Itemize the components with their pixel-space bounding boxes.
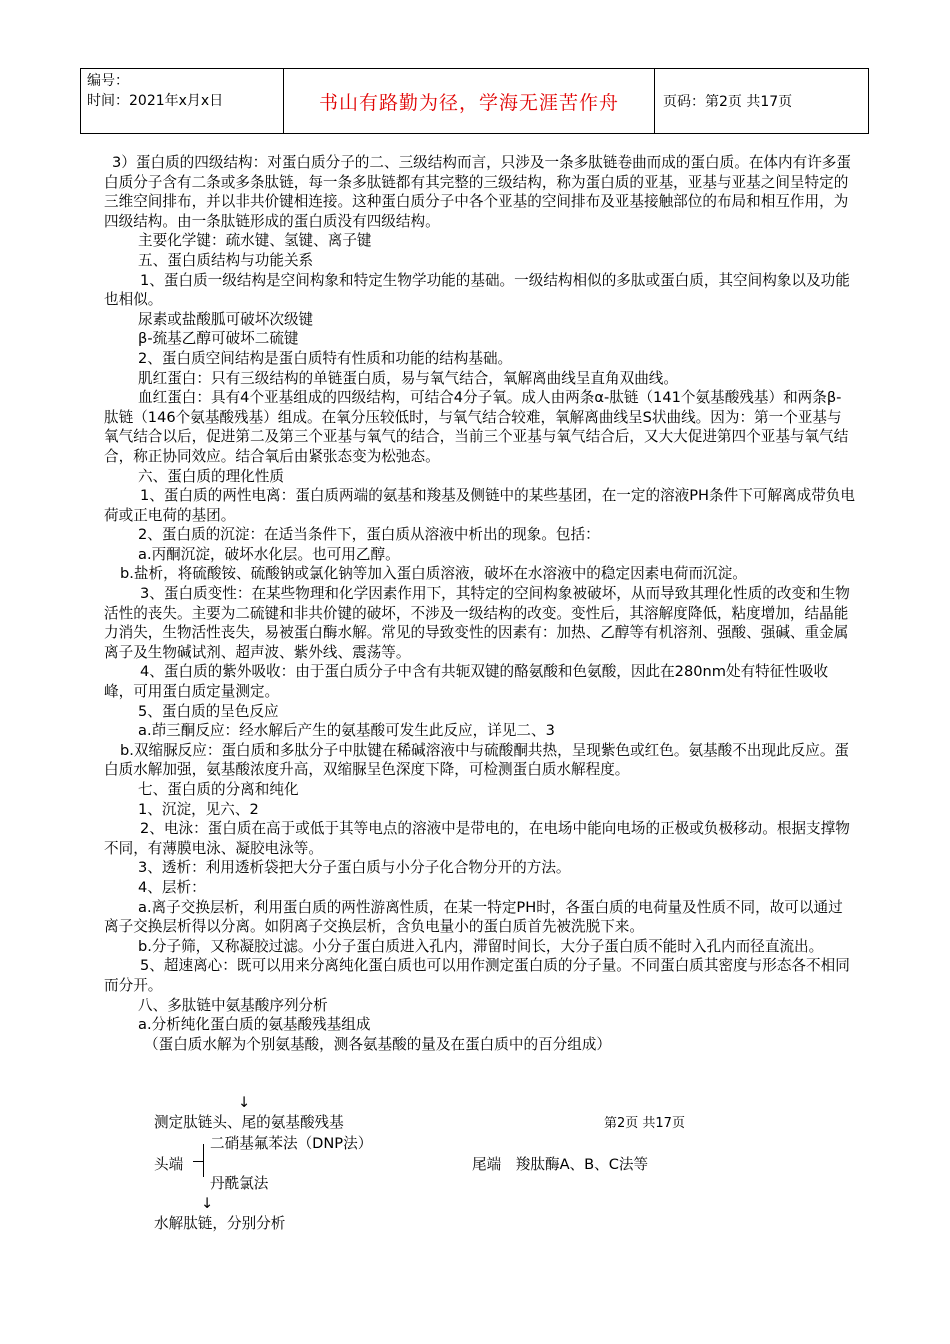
flow-arrow: ↓ [201,1195,214,1212]
header-meta [81,69,284,133]
page-header [80,68,869,134]
paragraph: 主要化学键：疏水键、氢键、离子键 [138,232,372,250]
paragraph: （蛋白质水解为个别氨基酸，测各氨基酸的量及在蛋白质中的百分组成） [144,1035,612,1053]
paragraph: 3、蛋白质变性：在某些物理和化学因素作用下，其特定的空间构象被破坏，从而导致其理化性质的改变和生物活性的丧失。主要为二硫键和非共价键的破坏，不涉及一级结构的改变。变性后，其溶解度降低，粘度增加，结晶能力消失，生物活性丧失，易被蛋白酶水解。常见的导致变性的因素有：加热、乙醇等有机溶剂、强酸、强碱、重金属离子及生物碱试剂、超声波、紫外线、震荡等。 [104,585,850,661]
section-heading: 六、蛋白质的理化性质 [138,467,284,485]
time-label: 时间：2021年x月x日 [87,93,224,109]
section-heading: 五、蛋白质结构与功能关系 [138,251,314,269]
paragraph: 4、蛋白质的紫外吸收：由于蛋白质分子中含有共轭双键的酪氨酸和色氨酸，因此在280nm处有特征性吸收峰，可用蛋白质定量测定。 [104,663,829,701]
paragraph: a.茚三酮反应：经水解后产生的氨基酸可发生此反应，详见二、3 [138,722,555,740]
paragraph: 5、超速离心：既可以用来分离纯化蛋白质也可以用作测定蛋白质的分子量。不同蛋白质其密度与形态各不相同而分开。 [104,957,850,994]
tail-label: 尾端 羧肽酶A、B、C法等 [472,1156,649,1173]
page-footer: 第2页 共17页 [604,1116,685,1131]
head-label: 头端 [154,1156,184,1173]
header-page-number: 页码：第2页 共17页 [663,94,793,110]
paragraph: 2、蛋白质空间结构是蛋白质特有性质和功能的结构基础。 [138,349,513,367]
paragraph: b.分子筛，又称凝胶过滤。小分子蛋白质进入孔内，滞留时间长，大分子蛋白质不能时入孔内而径直流出。 [138,937,824,955]
paragraph: 1、沉淀，见六、2 [138,800,259,818]
bracket-line [193,1161,203,1162]
paragraph: 2、蛋白质的沉淀：在适当条件下，蛋白质从溶液中析出的现象。包括： [138,526,600,544]
paragraph: b.盐析，将硫酸铵、硫酸钠或氯化钠等加入蛋白质溶液，破坏在水溶液中的稳定因素电荷而沉淀。 [120,565,747,583]
section-heading: 八、多肽链中氨基酸序列分析 [138,996,328,1014]
flow-step: 测定肽链头、尾的氨基酸残基 [154,1114,344,1131]
paragraph: 3、透析：利用透析袋把大分子蛋白质与小分子化合物分开的方法。 [138,859,571,877]
paragraph: 尿素或盐酸胍可破坏次级键 [138,310,314,328]
paragraph: a.离子交换层析，利用蛋白质的两性游离性质，在某一特定PH时，各蛋白质的电荷量及性质不同，故可以通过离子交换层析得以分离。如阴离子交换层析，含负电量小的蛋白质首先被洗脱下来。 [104,898,843,936]
paragraph: 2、电泳：蛋白质在高于或低于其等电点的溶液中是带电的，在电场中能向电场的正极或负极移动。根据支撑物不同，有薄膜电泳、凝胶电泳等。 [104,820,850,857]
bracket-line [203,1144,204,1177]
paragraph: β-巯基乙醇可破坏二硫键 [138,330,299,348]
paragraph: b.双缩脲反应：蛋白质和多肽分子中肽键在稀碱溶液中与硫酸酮共热，呈现紫色或红色。氨基酸不出现此反应。蛋白质水解加强，氨基酸浓度升高，双缩脲呈色深度下降，可检测蛋白质水解程度。 [104,741,850,779]
document-body [104,153,856,1054]
number-label: 编号： [87,73,129,89]
paragraph: 1、蛋白质一级结构是空间构象和特定生物学功能的基础。一级结构相似的多肽或蛋白质，其空间构象以及功能也相似。 [104,271,850,309]
paragraph: 3）蛋白质的四级结构：对蛋白质分子的二、三级结构而言，只涉及一条多肽链卷曲而成的蛋白质。在体内有许多蛋白质分子含有二条或多条肽链，每一条多肽链都有其完整的三级结构，称为蛋白质的亚基，亚基与亚基之间呈特定的三维空间排布，并以非共价键相连接。这种蛋白质分子中各个亚基的空间排布及亚基接触部位的布局和相互作用，为四级结构。由一条肽链形成的蛋白质没有四级结构。 [104,154,851,230]
section-heading: 七、蛋白质的分离和纯化 [138,781,299,798]
header-motto: 书山有路勤为径，学海无涯苦作舟 [284,69,655,133]
head-method-label: 丹酰氯法 [210,1175,269,1192]
paragraph: 肌红蛋白：只有三级结构的单链蛋白质，易与氧气结合，氧解离曲线呈直角双曲线。 [138,369,678,387]
paragraph: a.丙酮沉淀，破坏水化层。也可用乙醇。 [138,545,400,563]
paragraph: 4、层析： [138,878,206,896]
paragraph: a.分析纯化蛋白质的氨基酸残基组成 [138,1016,371,1034]
paragraph: 血红蛋白：具有4个亚基组成的四级结构，可结合4分子氧。成人由两条α-肽链（141个氨基酸残基）和两条β-肽链（146个氨基酸残基）组成。在氧分压较低时，与氧气结合较难，氧解离曲线呈S状曲线。因为：第一个亚基与氧气结合以后，促进第二及第三个亚基与氧气的结合，当前三个亚基与氧气结合后，又大大促进第四个亚基与氧气结合，称正协同效应。结合氧后由紧张态变为松弛态。 [104,389,849,465]
paragraph: 1、蛋白质的两性电离：蛋白质两端的氨基和羧基及侧链中的某些基团，在一定的溶液PH条件下可解离成带负电荷或正电荷的基团。 [104,487,855,524]
paragraph: 5、蛋白质的呈色反应 [138,702,279,720]
head-method-label: 二硝基氟苯法（DNP法） [210,1135,373,1152]
flow-step: 水解肽链，分别分析 [154,1215,286,1232]
flow-arrow: ↓ [238,1094,251,1111]
